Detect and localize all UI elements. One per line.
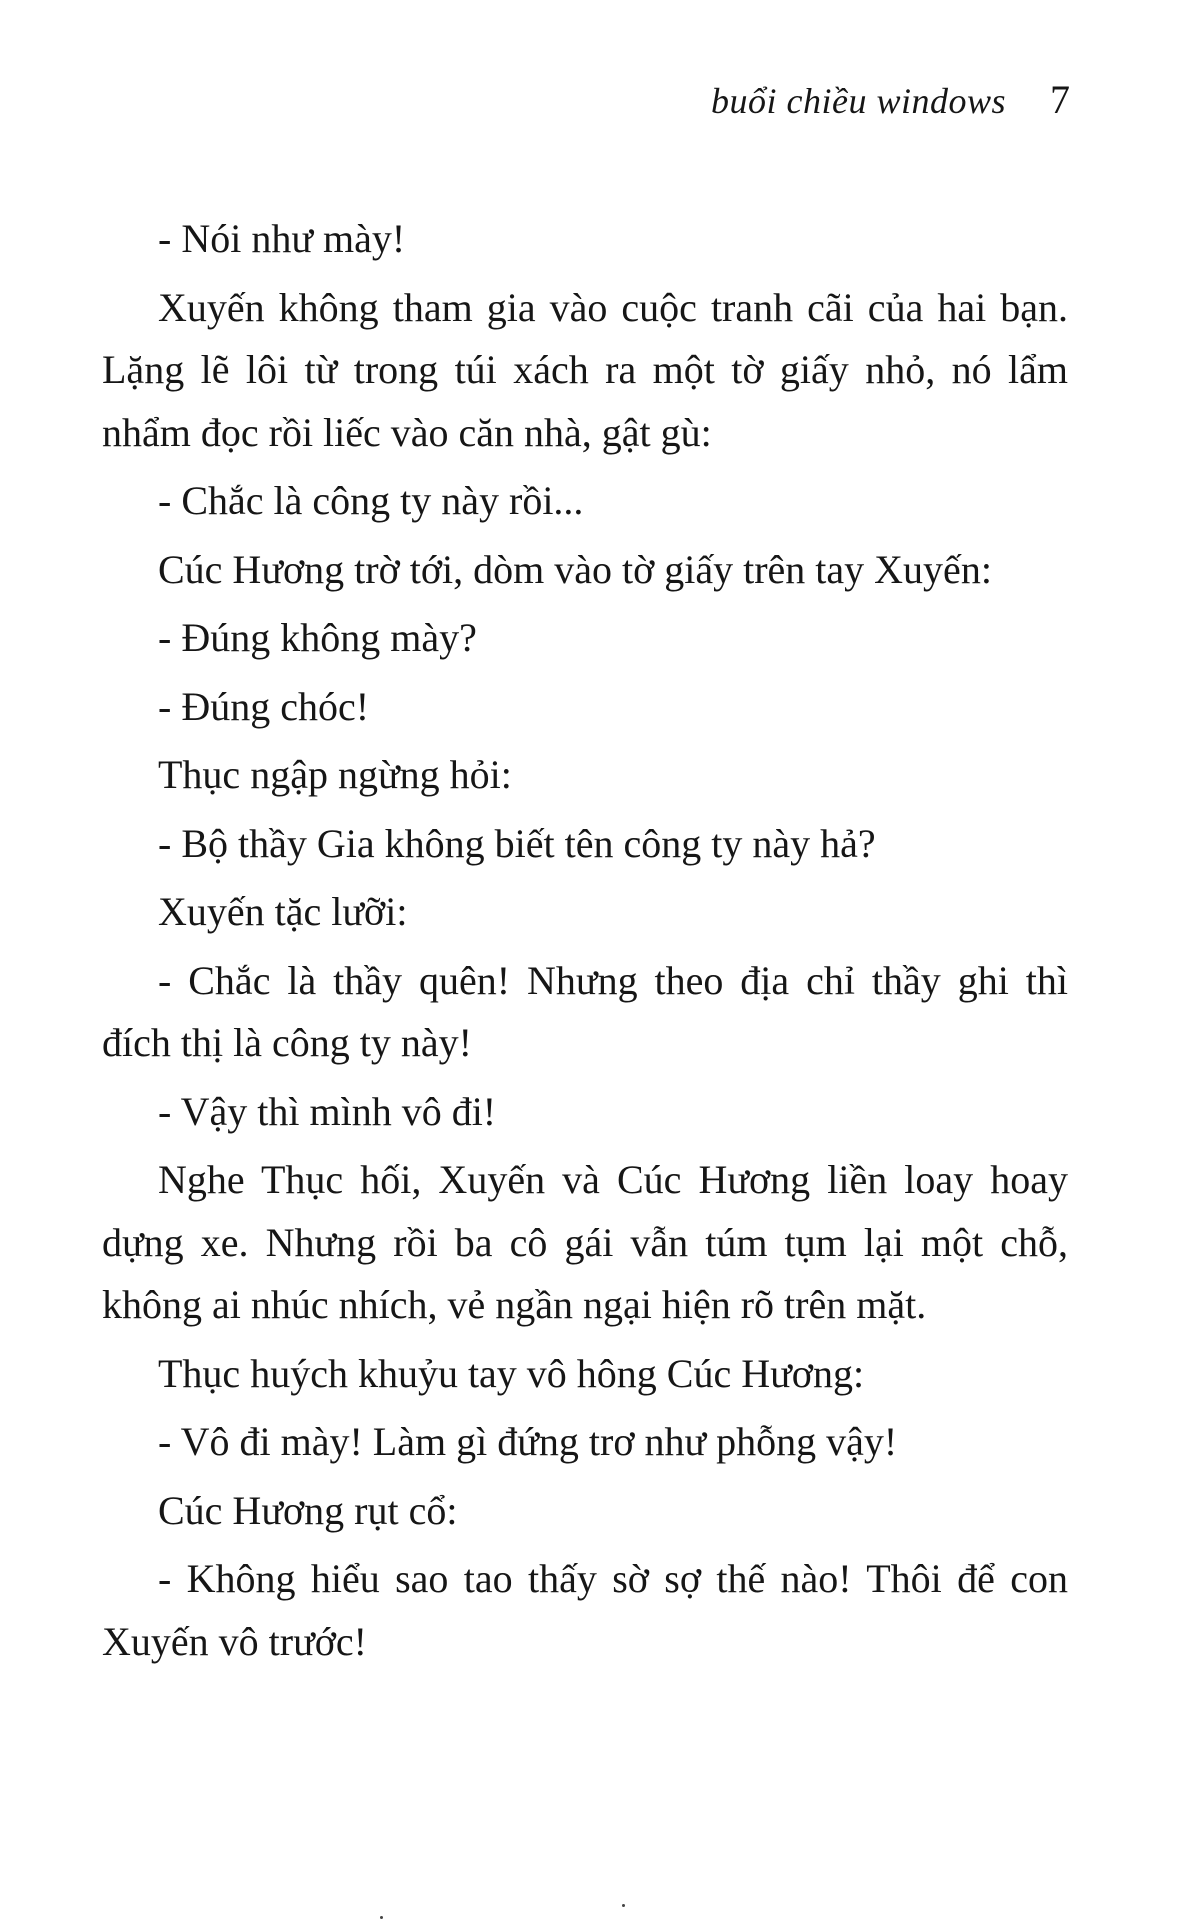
- paragraph: Thục ngập ngừng hỏi:: [158, 752, 512, 797]
- paragraph: - Đúng không mày?: [158, 615, 477, 660]
- paragraph: Xuyến không tham gia vào cuộc tranh cãi của hai bạn. Lặng lẽ lôi từ trong túi xách ra một tờ giấy nhỏ, nó lẩm nhẩm đọc rồi liếc vào căn nhà, gật gù:: [102, 284, 1068, 455]
- paragraph: Cúc Hương rụt cổ:: [158, 1487, 458, 1533]
- paragraph: Cúc Hương trờ tới, dòm vào tờ giấy trên tay Xuyến:: [158, 546, 992, 592]
- paragraph: Nghe Thục hối, Xuyến và Cúc Hương liền loay hoay dựng xe. Nhưng rồi ba cô gái vẫn túm tụm lại một chỗ, không ai nhúc nhích, vẻ ngần ngại hiện rõ trên mặt.: [102, 1157, 1068, 1327]
- body-text: [102, 208, 1068, 1679]
- paragraph: Thục huých khuỷu tay vô hông Cúc Hương:: [158, 1350, 865, 1396]
- paragraph: - Chắc là thầy quên! Nhưng theo địa chỉ thầy ghi thì đích thị là công ty này!: [102, 957, 1068, 1065]
- paragraph: - Nói như mày!: [158, 216, 406, 261]
- scan-speck: [622, 1904, 625, 1907]
- paragraph: - Vậy thì mình vô đi!: [158, 1088, 497, 1134]
- paragraph: - Vô đi mày! Làm gì đứng trơ như phỗng vậy!: [158, 1419, 898, 1464]
- paragraph: - Đúng chóc!: [158, 683, 370, 729]
- paragraph: - Không hiểu sao tao thấy sờ sợ thế nào! Thôi để con Xuyến vô trước!: [102, 1556, 1068, 1664]
- paragraph: Xuyến tặc lưỡi:: [158, 889, 408, 934]
- scan-speck: [380, 1916, 383, 1919]
- running-title: buổi chiều windows: [711, 81, 1006, 121]
- running-header: [711, 76, 1070, 123]
- paragraph: - Chắc là công ty này rồi...: [158, 478, 584, 523]
- paragraph: - Bộ thầy Gia không biết tên công ty này hả?: [158, 820, 876, 866]
- page-number: 7: [1050, 77, 1070, 122]
